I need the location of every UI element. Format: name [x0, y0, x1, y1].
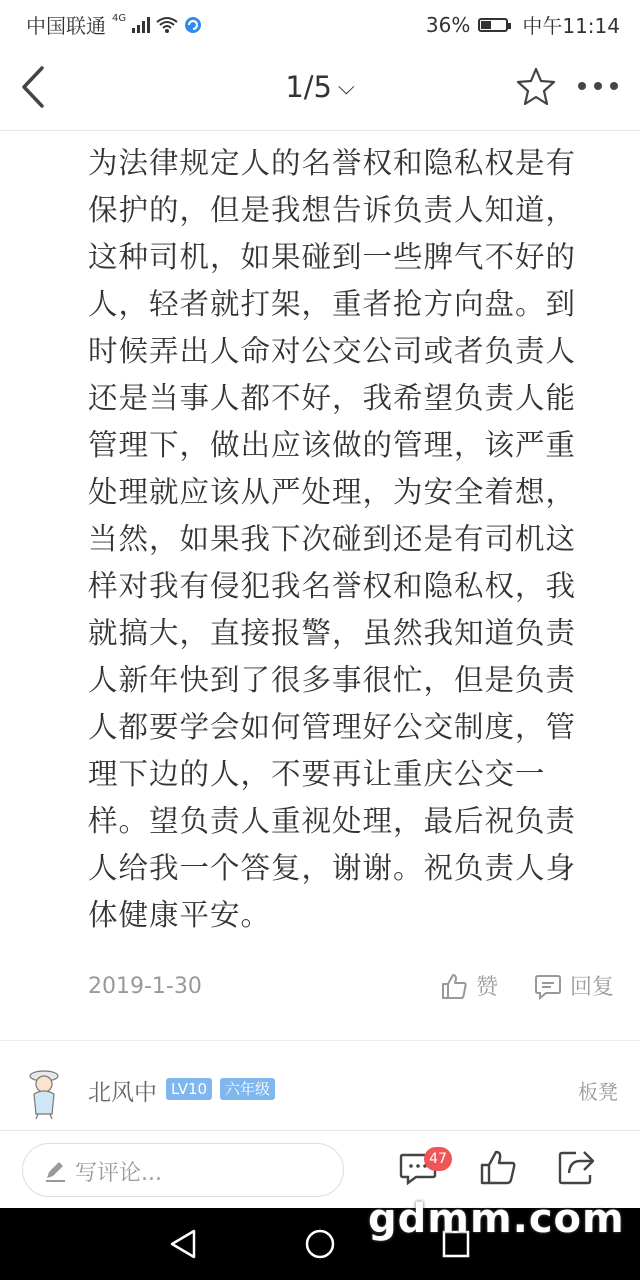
post-body-line: 还是当事人都不好，我希望负责人能 — [88, 381, 577, 415]
share-icon[interactable] — [556, 1147, 596, 1187]
post-body-line: 就搞大，直接报警，虽然我知道负责 — [88, 616, 577, 650]
battery-percent: 36% — [425, 12, 471, 37]
divider — [0, 1040, 640, 1041]
post-body-line: 人，轻者就打架，重者抢方向盘。到 — [88, 287, 577, 321]
thumbs-up-icon — [440, 972, 468, 1000]
reply-button[interactable] — [534, 970, 614, 1001]
like-button[interactable] — [440, 970, 498, 1001]
carrier-label: 中国联通 — [26, 14, 106, 38]
level-badge: LV10 — [166, 1078, 212, 1100]
post-body-line: 为法律规定人的名誉权和隐私权是有 — [88, 146, 577, 180]
floor-label: 板凳 — [578, 1080, 618, 1104]
battery-icon — [478, 18, 508, 32]
post-body-line: 人都要学会如何管理好公交制度，管 — [88, 710, 577, 744]
grade-badge: 六年级 — [220, 1078, 275, 1100]
clock: 中午11:14 — [522, 14, 620, 38]
post-body-line: 当然，如果我下次碰到还是有司机这 — [88, 522, 577, 556]
post-body — [88, 140, 578, 939]
nav-home-icon[interactable] — [304, 1228, 336, 1260]
avatar[interactable] — [24, 1064, 64, 1120]
nav-back-icon[interactable] — [168, 1228, 198, 1260]
comment-input[interactable] — [22, 1143, 344, 1197]
post-body-line: 人新年快到了很多事很忙，但是负责 — [88, 663, 577, 697]
browser-app-icon — [184, 16, 202, 34]
like-label: 赞 — [476, 975, 499, 1000]
comment-count-badge: 47 — [424, 1147, 452, 1171]
post-body-line: 管理下，做出应该做的管理，该严重 — [88, 428, 577, 462]
post-body-line: 这种司机，如果碰到一些脾气不好的 — [88, 240, 577, 274]
post-body-line: 保护的，但是我想告诉负责人知道， — [88, 193, 577, 227]
post-body-line: 人给我一个答复，谢谢。祝负责人身 — [88, 851, 577, 885]
signal-icon — [132, 17, 150, 33]
reply-label: 回复 — [570, 975, 615, 1000]
comment-icon — [534, 972, 562, 1000]
watermark-text: gdmm.com — [368, 1196, 625, 1242]
page-indicator: 1/5 — [285, 70, 332, 104]
more-icon[interactable] — [578, 82, 618, 90]
star-icon[interactable] — [516, 66, 556, 106]
post-body-line: 样对我有侵犯我名誉权和隐私权，我 — [88, 569, 577, 603]
comment-username[interactable]: 北风中 — [88, 1080, 157, 1106]
network-type-label: 4G — [112, 13, 127, 24]
post-body-line: 样。望负责人重视处理，最后祝负责 — [88, 804, 577, 838]
post-body-line: 体健康平安。 — [88, 898, 272, 932]
post-body-line: 时候弄出人命对公交公司或者负责人 — [88, 334, 577, 368]
thumbs-up-icon[interactable] — [478, 1147, 518, 1187]
post-date: 2019-1-30 — [88, 974, 202, 999]
post-body-line: 理下边的人，不要再让重庆公交一 — [88, 757, 546, 791]
comment-input-placeholder: 写评论... — [75, 1161, 162, 1186]
wifi-icon — [156, 16, 178, 34]
top-nav-bar — [0, 44, 640, 131]
status-bar — [0, 0, 640, 44]
pen-icon — [43, 1158, 69, 1184]
chevron-down-icon: ⌵ — [337, 75, 355, 100]
post-body-line: 处理就应该从严处理，为安全着想， — [88, 475, 577, 509]
post-meta — [88, 970, 628, 1010]
comment-item[interactable] — [0, 1060, 640, 1120]
